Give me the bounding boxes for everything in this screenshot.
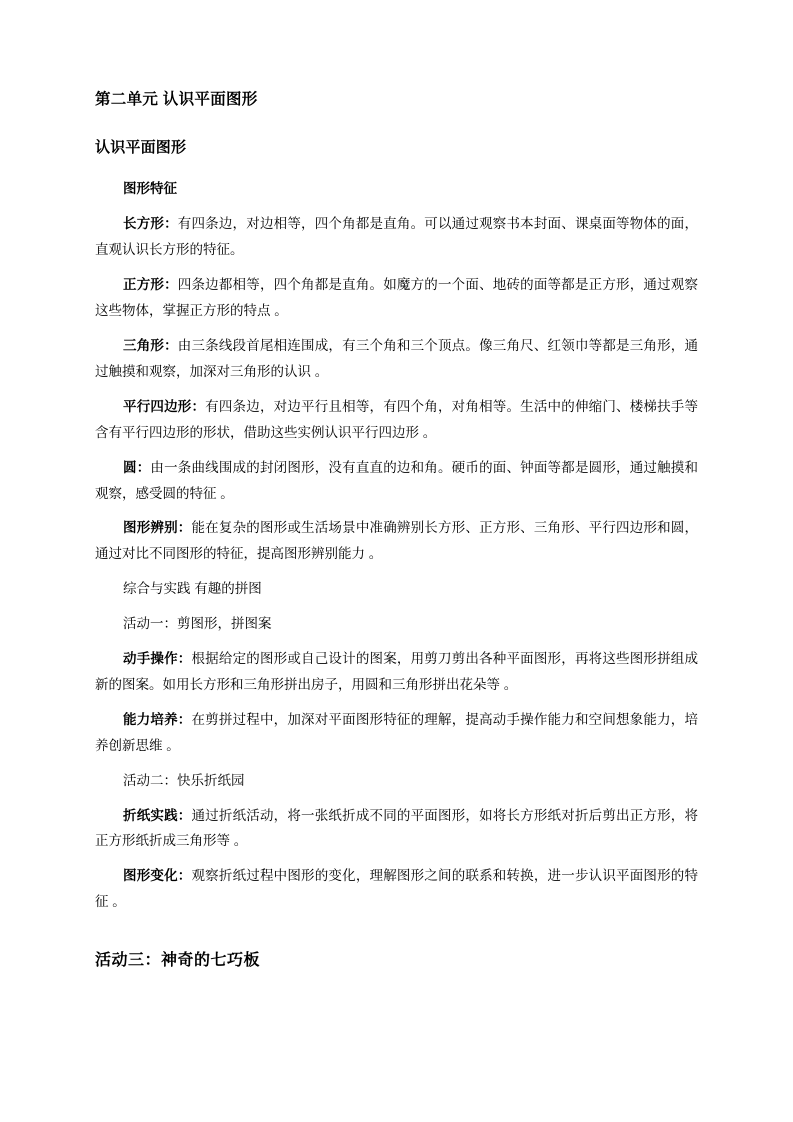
- feature-label: 圆：: [123, 459, 151, 475]
- section-heading: 认识平面图形: [95, 139, 187, 157]
- subheading-figure-features: 图形特征: [123, 180, 177, 196]
- feature-text: 由三条线段首尾相连围成，有三个角和三个顶点。像三角尺、红领巾等都是三角形，通过触摸和观察，加深对三角形的认识 。: [95, 337, 698, 379]
- feature-text: 有四条边，对边相等，四个角都是直角。可以通过观察书本封面、课桌面等物体的面，直观认识长方形的特征。: [95, 216, 698, 258]
- activity-item-text: 根据给定的图形或自己设计的图案，用剪刀剪出各种平面图形，再将这些图形拼组成新的图案。如用长方形和三角形拼出房子，用圆和三角形拼出花朵等 。: [95, 651, 699, 692]
- feature-paragraph: [95, 272, 698, 324]
- feature-label: 三角形：: [123, 337, 178, 353]
- feature-text: 能在复杂的图形或生活场景中准确辨别长方形、正方形、三角形、平行四边形和圆，通过对比不同图形的特征，提高图形辨别能力 。: [95, 520, 699, 562]
- activity-item-text: 观察折纸过程中图形的变化，理解图形之间的联系和转换，进一步认识平面图形的特征 。: [95, 868, 699, 910]
- feature-paragraph: [95, 394, 698, 446]
- activity-three-heading: 活动三：神奇的七巧板: [95, 952, 261, 970]
- activity-two-paragraph: [95, 863, 698, 915]
- feature-paragraph: [95, 455, 698, 507]
- activity-one-label: 活动一：剪图形，拼图案: [123, 616, 272, 632]
- activity-item-label: 图形变化：: [123, 868, 192, 884]
- activity-item-label: 折纸实践：: [123, 807, 192, 823]
- feature-label: 图形辨别：: [123, 520, 192, 536]
- feature-paragraph: [95, 515, 698, 567]
- feature-text: 有四条边，对边平行且相等，有四个角，对角相等。生活中的伸缩门、楼梯扶手等含有平行四边形的形状，借助这些实例认识平行四边形 。: [95, 398, 699, 440]
- activity-one-paragraph: [95, 707, 698, 759]
- feature-text: 由一条曲线围成的封闭图形，没有直直的边和角。硬币的面、钟面等都是圆形，通过触摸和观察，感受圆的特征 。: [95, 459, 698, 501]
- activity-two-label: 活动二：快乐折纸园: [123, 772, 245, 788]
- activity-item-label: 动手操作：: [123, 651, 192, 667]
- feature-paragraph: [95, 211, 698, 263]
- activity-item-label: 能力培养：: [123, 711, 192, 727]
- activity-item-text: 在剪拼过程中，加深对平面图形特征的理解，提高动手操作能力和空间想象能力，培养创新思维 。: [95, 711, 699, 753]
- feature-text: 四条边都相等，四个角都是直角。如魔方的一个面、地砖的面等都是正方形，通过观察这些物体，掌握正方形的特点 。: [95, 277, 698, 319]
- feature-label: 长方形：: [123, 216, 178, 232]
- document-title: 第二单元 认识平面图形: [95, 91, 258, 108]
- feature-paragraph: [95, 333, 698, 385]
- feature-label: 平行四边形：: [123, 398, 206, 414]
- activity-item-text: 通过折纸活动，将一张纸折成不同的平面图形，如将长方形纸对折后剪出正方形，将正方形纸折成三角形等 。: [95, 807, 699, 849]
- activity-two-paragraph: [95, 803, 698, 855]
- activity-one-paragraph: [95, 646, 698, 698]
- practice-heading: 综合与实践 有趣的拼图: [123, 581, 262, 597]
- feature-label: 正方形：: [123, 277, 178, 293]
